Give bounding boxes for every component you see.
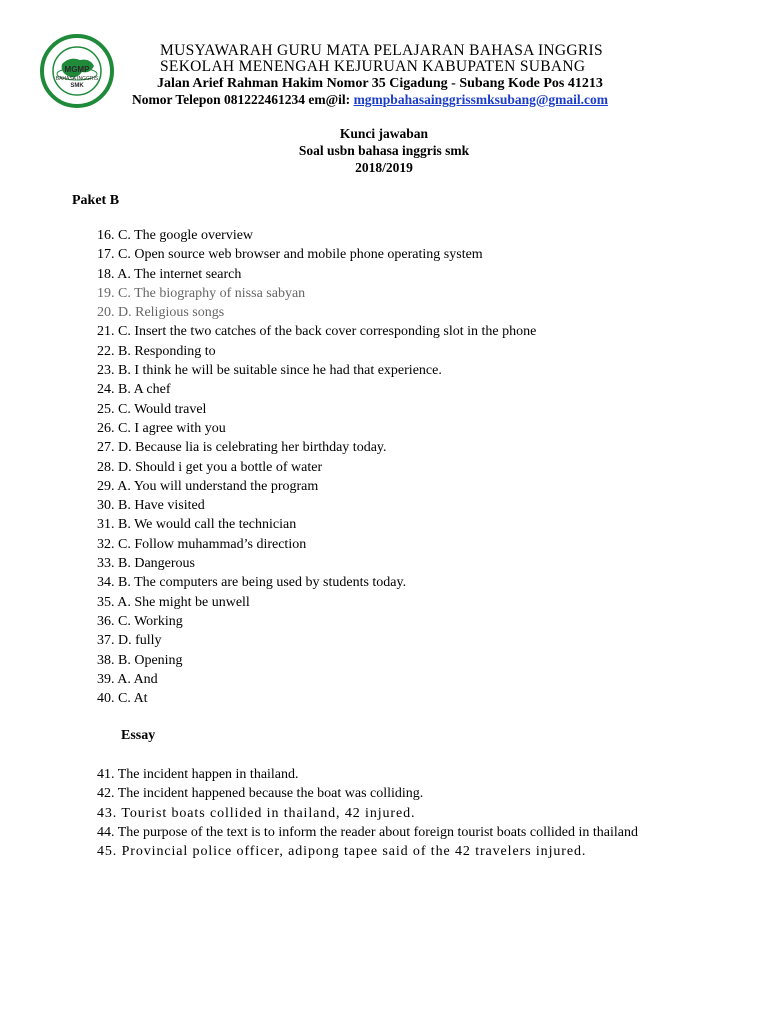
- answer-item: 36. C. Working: [97, 613, 183, 629]
- answer-item: 28. D. Should i get you a bottle of water: [97, 459, 323, 475]
- svg-text:MGMP: MGMP: [64, 65, 90, 74]
- email-link[interactable]: mgmpbahasainggrissmksubang@gmail.com: [353, 92, 609, 107]
- answer-item: 40. C. At: [97, 691, 148, 707]
- answer-item: 21. C. Insert the two catches of the back cover corresponding slot in the phone: [97, 324, 537, 340]
- essay-item: 42. The incident happened because the boat was colliding.: [97, 786, 424, 802]
- answer-item: 39. A. And: [97, 671, 158, 687]
- answer-item: 33. B. Dangerous: [97, 556, 195, 572]
- essay-label: Essay: [121, 728, 156, 743]
- answer-item: 26. C. I agree with you: [97, 420, 226, 436]
- answer-item: 19. C. The biography of nissa sabyan: [97, 285, 306, 301]
- answer-item: 37. D. fully: [97, 633, 162, 649]
- answer-item: 34. B. The computers are being used by students today.: [97, 575, 407, 591]
- doc-subtitle: Soal usbn bahasa inggris smk: [298, 143, 470, 158]
- paket-label: Paket B: [72, 193, 120, 208]
- answer-list: [97, 226, 536, 708]
- essay-item: 45. Provincial police officer, adipong tapee said of the 42 travelers injured.: [97, 844, 587, 860]
- answer-item: 24. B. A chef: [97, 382, 171, 398]
- answer-item: 35. A. She might be unwell: [97, 594, 250, 610]
- answer-item: 18. A. The internet search: [97, 266, 242, 282]
- answer-item: 22. B. Responding to: [97, 343, 216, 359]
- answer-item: 38. B. Opening: [97, 652, 183, 668]
- answer-item: 27. D. Because lia is celebrating her birthday today.: [97, 440, 387, 456]
- header-contact: [132, 92, 608, 108]
- answer-item: 16. C. The google overview: [97, 228, 254, 243]
- answer-item: 17. C. Open source web browser and mobile phone operating system: [97, 247, 483, 263]
- doc-title: Kunci jawaban: [339, 126, 429, 141]
- answer-item: 30. B. Have visited: [97, 498, 205, 514]
- essay-item: 43. Tourist boats collided in thailand, 42 injured.: [97, 805, 416, 821]
- header-address: Jalan Arief Rahman Hakim Nomor 35 Cigadung - Subang Kode Pos 41213: [157, 76, 603, 91]
- answer-item: 32. C. Follow muhammad’s direction: [97, 536, 307, 552]
- essay-list: [97, 765, 638, 861]
- answer-item: 29. A. You will understand the program: [97, 478, 319, 494]
- essay-item: 44. The purpose of the text is to inform the reader about foreign tourist boats collided in thailand: [97, 824, 638, 840]
- header-school: SEKOLAH MENENGAH KEJURUAN KABUPATEN SUBANG: [160, 58, 586, 75]
- doc-year: 2018/2019: [355, 160, 413, 175]
- answer-item: 20. D. Religious songs: [97, 305, 225, 321]
- svg-text:SMK: SMK: [70, 83, 84, 89]
- answer-item: 23. B. I think he will be suitable since he had that experience.: [97, 363, 442, 379]
- svg-text:BAHASA INGGRIS: BAHASA INGGRIS: [55, 76, 99, 82]
- header-phone: Nomor Telepon 081222461234 em@il:: [132, 92, 354, 107]
- answer-item: 31. B. We would call the technician: [97, 517, 297, 533]
- answer-item: 25. C. Would travel: [97, 401, 207, 417]
- essay-item: 41. The incident happen in thailand.: [97, 767, 299, 782]
- header-organization: MUSYAWARAH GURU MATA PELAJARAN BAHASA INGGRIS: [160, 42, 603, 59]
- mgmp-logo: [40, 34, 114, 108]
